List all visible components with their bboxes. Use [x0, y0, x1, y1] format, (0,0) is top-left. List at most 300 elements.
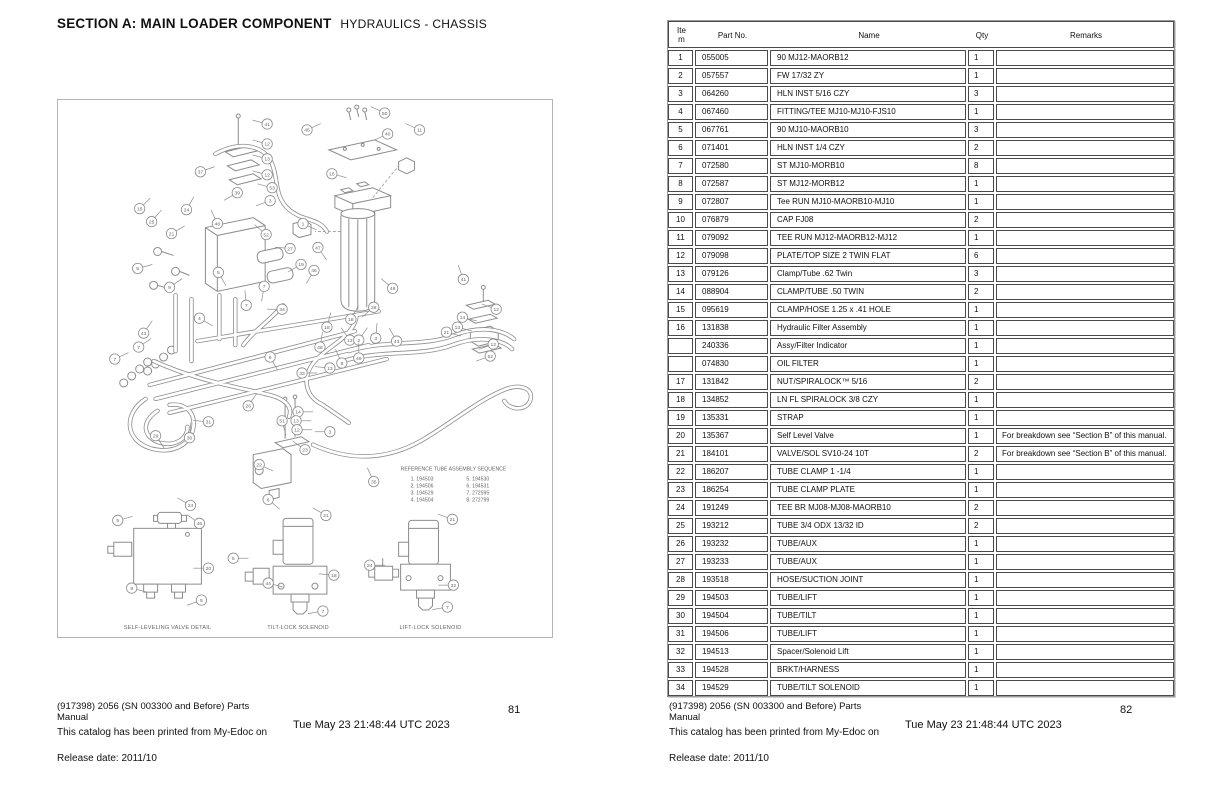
svg-text:41: 41	[460, 278, 467, 284]
cell-remarks	[996, 590, 1174, 606]
diagram-frame	[57, 99, 553, 638]
cell-name: Clamp/Tube .62 Twin	[770, 266, 966, 282]
table-row	[668, 302, 1174, 318]
table-row	[668, 140, 1174, 156]
callout-3	[315, 427, 335, 437]
svg-text:6. 194531: 6. 194531	[466, 483, 490, 490]
svg-text:24: 24	[187, 504, 194, 510]
cell-part: 194513	[695, 644, 768, 660]
cell-qty: 1	[968, 626, 994, 642]
cell-part: 131842	[695, 374, 768, 390]
svg-text:49: 49	[356, 356, 362, 362]
detail-lift-lock-solenoid	[366, 520, 462, 631]
svg-text:21: 21	[168, 232, 175, 238]
svg-text:25: 25	[148, 220, 155, 226]
table-row	[668, 230, 1174, 246]
cell-qty: 2	[968, 518, 994, 534]
svg-text:5: 5	[231, 557, 235, 563]
svg-text:35: 35	[370, 480, 377, 486]
callout-48	[381, 279, 398, 294]
svg-text:51: 51	[279, 419, 285, 425]
svg-text:1: 1	[301, 222, 305, 228]
cell-name: NUT/SPIRALOCK™ 5/16	[770, 374, 966, 390]
callout-48	[211, 210, 223, 229]
cell-remarks	[996, 230, 1174, 246]
cell-part: 079098	[695, 248, 768, 264]
cell-item: 3	[668, 86, 693, 102]
cell-qty: 1	[968, 482, 994, 498]
callout-25	[146, 210, 161, 227]
callout-19	[288, 259, 306, 272]
cell-qty: 1	[968, 536, 994, 552]
cell-item: 9	[668, 194, 693, 210]
header-name: Name	[858, 31, 880, 40]
cell-name: TUBE/TILT SOLENOID	[770, 680, 966, 696]
svg-text:52: 52	[263, 233, 269, 239]
cell-item: 14	[668, 284, 693, 300]
cell-name: TUBE/LIFT	[770, 590, 966, 606]
cell-part: 131838	[695, 320, 768, 336]
table-row	[668, 446, 1174, 462]
header-item: Item	[677, 26, 686, 44]
cell-name: ST MJ12-MORB12	[770, 176, 966, 192]
cell-item: 11	[668, 230, 693, 246]
svg-text:6: 6	[268, 355, 272, 361]
cell-qty: 1	[968, 644, 994, 660]
printed-note: This catalog has been printed from My-Edoc on	[57, 727, 268, 738]
cell-part: 240336	[695, 338, 768, 354]
svg-text:13: 13	[454, 325, 461, 331]
cell-part: 067460	[695, 104, 768, 120]
table-row	[668, 536, 1174, 552]
reference-sequence-title: REFERENCE TUBE ASSEMBLY SEQUENCE	[400, 466, 507, 473]
svg-text:12: 12	[493, 308, 499, 314]
callout-53	[257, 183, 277, 193]
cell-name: STRAP	[770, 410, 966, 426]
svg-text:52: 52	[487, 354, 494, 360]
cell-qty: 1	[968, 554, 994, 570]
cell-remarks	[996, 536, 1174, 552]
callout-45	[302, 124, 321, 136]
callout-3	[371, 323, 381, 343]
table-row	[668, 644, 1174, 660]
cell-item: 8	[668, 176, 693, 192]
cell-part: 074830	[695, 356, 768, 372]
table-row	[668, 590, 1174, 606]
cell-name: HLN INST 5/16 CZY	[770, 86, 966, 102]
cell-qty: 2	[968, 140, 994, 156]
table-row	[668, 428, 1174, 444]
svg-text:31: 31	[205, 420, 212, 426]
cell-qty: 3	[968, 266, 994, 282]
callout-5	[132, 263, 152, 273]
cell-name: TEE BR MJ08-MJ08-MAORB10	[770, 500, 966, 516]
svg-text:9: 9	[168, 286, 171, 292]
svg-text:19: 19	[298, 263, 304, 269]
cell-part: 076879	[695, 212, 768, 228]
callout-41	[458, 265, 468, 284]
svg-text:21: 21	[449, 518, 456, 524]
callout-16	[327, 169, 347, 179]
svg-text:18: 18	[331, 573, 337, 579]
print-datetime: Tue May 23 21:48:44 UTC 2023	[293, 719, 450, 731]
svg-text:24: 24	[366, 563, 373, 569]
svg-text:4: 4	[198, 316, 201, 322]
cell-qty: 1	[968, 68, 994, 84]
svg-text:34: 34	[279, 308, 285, 314]
svg-text:37: 37	[197, 170, 204, 176]
cell-part: 135331	[695, 410, 768, 426]
cell-part: 095619	[695, 302, 768, 318]
cell-qty: 1	[968, 464, 994, 480]
svg-text:1. 194503: 1. 194503	[410, 476, 434, 483]
callout-7	[133, 338, 151, 352]
cell-item	[668, 338, 693, 354]
caption-lift-lock: LIFT-LOCK SOLENOID	[399, 624, 462, 631]
cell-remarks	[996, 356, 1174, 372]
cell-remarks	[996, 104, 1174, 120]
cell-name: Spacer/Solenoid Lift	[770, 644, 966, 660]
cell-qty: 2	[968, 500, 994, 516]
cell-part: 134852	[695, 392, 768, 408]
callout-31	[193, 417, 213, 427]
cell-remarks	[996, 644, 1174, 660]
cell-item: 2	[668, 68, 693, 84]
cell-remarks	[996, 284, 1174, 300]
svg-text:6: 6	[266, 498, 270, 504]
table-row	[668, 626, 1174, 642]
section-title-main: SECTION A: MAIN LOADER COMPONENT	[57, 16, 332, 31]
svg-text:13: 13	[264, 157, 270, 163]
svg-text:30: 30	[186, 436, 193, 442]
release-date: Release date: 2011/10	[57, 753, 157, 764]
svg-text:12: 12	[294, 428, 300, 434]
cell-qty: 2	[968, 284, 994, 300]
cell-name: TUBE/AUX	[770, 536, 966, 552]
svg-text:12: 12	[264, 142, 270, 148]
cell-qty: 1	[968, 608, 994, 624]
svg-text:8: 8	[340, 361, 344, 367]
cell-item: 27	[668, 554, 693, 570]
cell-name: CLAMP/HOSE 1.25 x .41 HOLE	[770, 302, 966, 318]
callout-7	[110, 353, 129, 365]
cell-remarks	[996, 302, 1174, 318]
cell-item: 31	[668, 626, 693, 642]
filter-assembly	[293, 105, 415, 311]
cell-remarks	[996, 500, 1174, 516]
cell-part: 184101	[695, 446, 768, 462]
cell-name: TUBE/LIFT	[770, 626, 966, 642]
cell-remarks	[996, 554, 1174, 570]
cell-name: TUBE/TILT	[770, 608, 966, 624]
table-row	[668, 158, 1174, 174]
cell-qty: 2	[968, 212, 994, 228]
table-row	[668, 68, 1174, 84]
svg-text:5: 5	[200, 598, 203, 604]
cell-remarks	[996, 464, 1174, 480]
svg-text:7: 7	[137, 345, 141, 351]
header-qty: Qty	[975, 31, 989, 40]
cell-qty: 1	[968, 230, 994, 246]
cell-name: TUBE CLAMP 1 -1/4	[770, 464, 966, 480]
cell-item: 18	[668, 392, 693, 408]
cell-qty: 1	[968, 590, 994, 606]
svg-text:5. 194530: 5. 194530	[466, 476, 490, 483]
cell-part: 072580	[695, 158, 768, 174]
callout-13	[291, 416, 311, 426]
cell-qty: 1	[968, 320, 994, 336]
svg-text:39: 39	[234, 191, 241, 197]
cell-remarks	[996, 248, 1174, 264]
svg-text:3. 194529: 3. 194529	[410, 490, 434, 497]
svg-text:12: 12	[490, 342, 497, 348]
cell-name: Hydraulic Filter Assembly	[770, 320, 966, 336]
svg-text:21: 21	[443, 330, 450, 336]
svg-text:41: 41	[264, 122, 270, 128]
section-subtitle: HYDRAULICS - CHASSIS	[340, 17, 488, 31]
cell-name: BRKT/HARNESS	[770, 662, 966, 678]
callout-21	[313, 508, 331, 521]
print-datetime: Tue May 23 21:48:44 UTC 2023	[905, 719, 1062, 731]
table-row	[668, 374, 1174, 390]
callout-7	[241, 290, 251, 310]
parts-table-header	[668, 21, 1174, 48]
cell-item: 26	[668, 536, 693, 552]
cell-part: 186254	[695, 482, 768, 498]
cell-item: 5	[668, 122, 693, 138]
svg-text:7: 7	[244, 304, 248, 310]
cell-qty: 2	[968, 446, 994, 462]
svg-text:33: 33	[299, 371, 305, 377]
cell-name: ST MJ10-MORB10	[770, 158, 966, 174]
callout-3	[256, 196, 275, 206]
cell-part: 067761	[695, 122, 768, 138]
cell-name: Tee RUN MJ10-MAORB10-MJ10	[770, 194, 966, 210]
caption-self-leveling: SELF-LEVELING VALVE DETAIL	[123, 624, 212, 631]
cell-remarks	[996, 158, 1174, 174]
doc-id-text: (917398) 2056 (SN 003300 and Before) Parts Manual	[57, 701, 250, 723]
cell-remarks	[996, 266, 1174, 282]
callout-9	[164, 279, 182, 293]
svg-text:5: 5	[136, 267, 140, 273]
doc-id-text: (917398) 2056 (SN 003300 and Before) Parts Manual	[669, 701, 862, 723]
svg-text:16: 16	[329, 172, 335, 178]
callout-47	[313, 242, 327, 260]
svg-text:26: 26	[245, 404, 251, 410]
cell-name: Self Level Valve	[770, 428, 966, 444]
svg-text:13: 13	[327, 366, 333, 372]
cell-item: 33	[668, 662, 693, 678]
svg-text:2: 2	[357, 338, 361, 344]
cell-item: 23	[668, 482, 693, 498]
svg-text:50: 50	[381, 111, 388, 117]
svg-text:12: 12	[264, 173, 270, 179]
cell-item: 25	[668, 518, 693, 534]
table-row	[668, 266, 1174, 282]
cell-remarks	[996, 626, 1174, 642]
page-number: 81	[508, 704, 521, 716]
table-row	[668, 482, 1174, 498]
svg-text:46: 46	[196, 522, 203, 528]
cell-qty: 1	[968, 572, 994, 588]
cell-remarks	[996, 608, 1174, 624]
table-row	[668, 392, 1174, 408]
cell-remarks	[996, 662, 1174, 678]
svg-text:48: 48	[214, 222, 221, 228]
svg-text:7: 7	[113, 357, 117, 363]
cell-part: 079092	[695, 230, 768, 246]
cell-item: 4	[668, 104, 693, 120]
section-title	[57, 16, 487, 31]
table-row	[668, 338, 1174, 354]
cell-part: 193518	[695, 572, 768, 588]
svg-text:7. 272595: 7. 272595	[466, 490, 490, 497]
svg-text:14: 14	[295, 410, 301, 416]
cell-remarks	[996, 320, 1174, 336]
cell-remarks: For breakdown see “Section B” of this manual.	[996, 428, 1174, 444]
svg-text:4. 194504: 4. 194504	[410, 497, 434, 504]
cell-qty: 8	[968, 158, 994, 174]
table-row	[668, 608, 1174, 624]
cell-remarks	[996, 410, 1174, 426]
table-row	[668, 122, 1174, 138]
svg-text:32: 32	[450, 583, 457, 589]
cell-qty: 1	[968, 410, 994, 426]
svg-text:43: 43	[140, 331, 147, 337]
svg-text:27: 27	[287, 247, 293, 253]
cell-part: 193232	[695, 536, 768, 552]
cell-name: TUBE/AUX	[770, 554, 966, 570]
table-row	[668, 464, 1174, 480]
cell-qty: 1	[968, 302, 994, 318]
cell-item: 28	[668, 572, 693, 588]
cell-qty: 1	[968, 428, 994, 444]
cell-item: 15	[668, 302, 693, 318]
svg-text:20: 20	[205, 566, 212, 572]
svg-text:3: 3	[374, 336, 378, 342]
cell-item: 16	[668, 320, 693, 336]
cell-part: 071401	[695, 140, 768, 156]
cell-remarks	[996, 68, 1174, 84]
cell-remarks	[996, 482, 1174, 498]
cell-item: 13	[668, 266, 693, 282]
svg-text:18: 18	[324, 325, 330, 331]
callout-46	[187, 515, 205, 529]
cell-item: 17	[668, 374, 693, 390]
hydraulic-diagram	[58, 100, 552, 637]
cell-part: 064260	[695, 86, 768, 102]
cell-remarks	[996, 392, 1174, 408]
cell-name: Assy/Filter Indicator	[770, 338, 966, 354]
svg-text:22: 22	[256, 463, 262, 469]
cell-remarks	[996, 374, 1174, 390]
svg-text:43: 43	[393, 339, 400, 345]
cell-remarks	[996, 122, 1174, 138]
svg-text:7: 7	[321, 609, 325, 615]
cell-remarks	[996, 176, 1174, 192]
svg-text:21: 21	[323, 514, 329, 520]
cell-item: 12	[668, 248, 693, 264]
table-row	[668, 500, 1174, 516]
callout-37	[195, 167, 214, 177]
cell-item: 1	[668, 50, 693, 66]
table-row	[668, 518, 1174, 534]
callout-50	[371, 107, 390, 119]
callout-39	[224, 188, 242, 201]
cell-qty: 3	[968, 86, 994, 102]
cell-remarks	[996, 518, 1174, 534]
cell-item: 34	[668, 680, 693, 696]
page-number: 82	[1120, 704, 1133, 716]
cell-item: 20	[668, 428, 693, 444]
cell-qty: 1	[968, 338, 994, 354]
svg-text:5: 5	[116, 519, 120, 525]
svg-text:45: 45	[304, 128, 310, 134]
table-row	[668, 410, 1174, 426]
table-row	[668, 680, 1174, 696]
callout-21	[166, 226, 184, 239]
svg-text:13: 13	[293, 419, 299, 425]
table-row	[668, 212, 1174, 228]
svg-text:13: 13	[347, 338, 353, 344]
svg-text:48: 48	[317, 345, 323, 351]
callout-12	[292, 425, 312, 435]
cell-item: 7	[668, 158, 693, 174]
svg-text:11: 11	[416, 128, 423, 134]
cell-item	[668, 356, 693, 372]
page-82	[612, 0, 1224, 792]
cell-qty: 1	[968, 104, 994, 120]
table-row	[668, 50, 1174, 66]
svg-text:40: 40	[384, 132, 391, 138]
detail-self-leveling-valve	[108, 512, 211, 631]
header-part-no: Part No.	[717, 31, 748, 40]
callout-46	[306, 265, 319, 283]
svg-text:5: 5	[216, 271, 220, 277]
cell-part: 055005	[695, 50, 768, 66]
cell-name: TEE RUN MJ12-MAORB12-MJ12	[770, 230, 966, 246]
callout-43	[138, 321, 152, 339]
cell-name: VALVE/SOL SV10-24 10T	[770, 446, 966, 462]
table-row	[668, 284, 1174, 300]
callout-7	[432, 602, 452, 612]
svg-text:44: 44	[265, 581, 271, 587]
cell-remarks	[996, 50, 1174, 66]
cell-name: TUBE 3/4 ODX 13/32 ID	[770, 518, 966, 534]
callout-41	[253, 119, 273, 129]
caption-tilt-lock: TILT-LOCK SOLENOID	[267, 624, 329, 631]
cell-qty: 1	[968, 356, 994, 372]
printed-note: This catalog has been printed from My-Edoc on	[669, 727, 880, 738]
cell-part: 135367	[695, 428, 768, 444]
svg-text:7: 7	[446, 605, 449, 611]
cell-item: 6	[668, 140, 693, 156]
reference-sequence	[401, 467, 507, 504]
table-row	[668, 572, 1174, 588]
callout-5	[113, 515, 133, 525]
svg-text:53: 53	[269, 186, 275, 192]
cell-name: LN FL SPIRALOCK 3/8 CZY	[770, 392, 966, 408]
cell-name: HLN INST 1/4 CZY	[770, 140, 966, 156]
cell-remarks	[996, 680, 1174, 696]
cell-qty: 1	[968, 50, 994, 66]
cell-name: PLATE/TOP SIZE 2 TWIN FLAT	[770, 248, 966, 264]
cell-qty: 1	[968, 662, 994, 678]
table-row	[668, 86, 1174, 102]
cell-name: 90 MJ10-MAORB10	[770, 122, 966, 138]
table-row	[668, 554, 1174, 570]
svg-text:7: 7	[262, 285, 266, 291]
